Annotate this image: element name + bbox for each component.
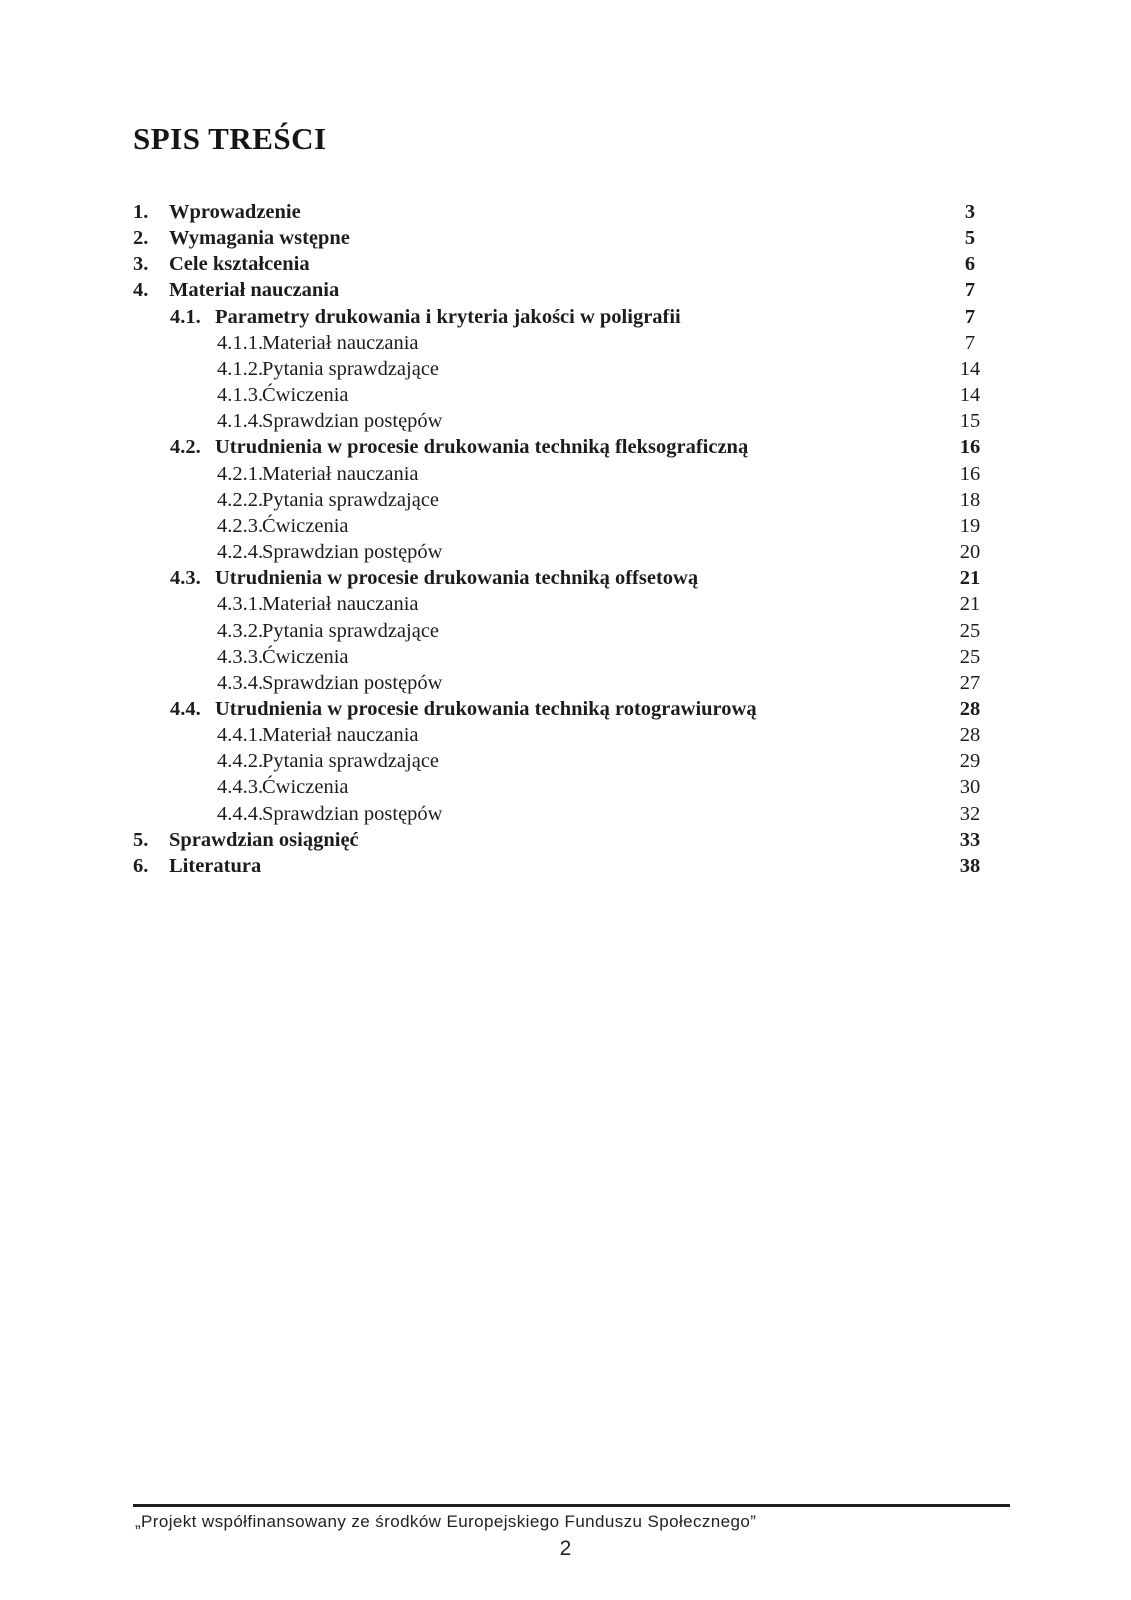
toc-entry [133, 434, 990, 460]
toc-entry-number: 5. [133, 828, 149, 851]
toc-entry-label: Sprawdzian osiągnięć [169, 828, 359, 851]
toc-entry-number: 4.2.3. [217, 514, 264, 537]
toc-entry-page: 15 [959, 410, 981, 433]
toc-entry-page: 25 [959, 645, 981, 668]
toc-entry-page: 30 [959, 776, 981, 799]
toc-entry-page: 32 [959, 802, 981, 825]
toc-entry-number: 4.3.3. [217, 645, 264, 668]
toc-entry-page: 16 [959, 462, 981, 485]
toc-entry-label: Ćwiczenia [262, 776, 349, 799]
toc-entry-number: 4.2.1. [217, 462, 264, 485]
toc-entry-number: 4. [133, 279, 149, 302]
toc-entry-label: Ćwiczenia [262, 645, 349, 668]
toc-entry-number: 4.4.4. [217, 802, 264, 825]
toc-entry [133, 461, 990, 487]
toc-entry-number: 4.3. [170, 567, 201, 590]
toc-entry-label: Sprawdzian postępów [262, 802, 443, 825]
toc-entry [133, 277, 990, 303]
toc-entry-number: 2. [133, 227, 149, 250]
toc-entry-label: Sprawdzian postępów [262, 410, 443, 433]
toc-entry-number: 6. [133, 854, 149, 877]
toc-entry-label: Wprowadzenie [169, 201, 301, 223]
footer-divider [133, 1504, 1010, 1507]
toc-entry-label: Pytania sprawdzające [262, 357, 440, 380]
toc-entry-page: 29 [959, 750, 981, 773]
toc-entry [133, 591, 990, 617]
toc-list [133, 199, 990, 879]
toc-entry-label: Sprawdzian postępów [262, 671, 443, 694]
toc-entry-label: Ćwiczenia [262, 384, 349, 407]
toc-entry-page: 16 [959, 436, 981, 459]
toc-entry [133, 827, 990, 853]
toc-entry-number: 1. [133, 201, 149, 223]
toc-entry [133, 408, 990, 434]
toc-entry-label: Cele kształcenia [169, 253, 310, 276]
toc-entry [133, 801, 990, 827]
toc-entry [133, 618, 990, 644]
toc-entry-page: 20 [959, 541, 981, 564]
toc-entry-number: 4.4.1. [217, 724, 264, 747]
toc-entry [133, 644, 990, 670]
toc-entry-number: 4.1. [170, 305, 201, 328]
toc-entry-label: Literatura [169, 854, 262, 877]
toc-entry-label: Materiał nauczania [262, 724, 419, 747]
toc-entry-page: 21 [959, 567, 981, 590]
toc-entry-number: 4.2.4. [217, 541, 264, 564]
toc-entry-page: 7 [964, 279, 976, 302]
toc-entry-number: 4.1.2. [217, 357, 264, 380]
toc-entry-page: 6 [964, 253, 976, 276]
toc-entry [133, 722, 990, 748]
toc-entry [133, 382, 990, 408]
toc-entry-number: 4.3.1. [217, 593, 264, 616]
toc-entry-number: 4.2.2. [217, 488, 264, 511]
toc-entry-label: Materiał nauczania [262, 462, 419, 485]
toc-entry-label: Wymagania wstępne [169, 227, 350, 250]
toc-entry-label: Pytania sprawdzające [262, 750, 440, 773]
page-title: SPIS TREŚCI [133, 121, 327, 156]
toc-entry-page: 7 [964, 331, 976, 354]
toc-entry-number: 4.1.1. [217, 331, 264, 354]
toc-entry-page: 33 [959, 828, 981, 851]
toc-entry-page: 28 [959, 724, 981, 747]
toc-entry [133, 670, 990, 696]
toc-entry [133, 774, 990, 800]
toc-entry-label: Sprawdzian postępów [262, 541, 443, 564]
toc-entry-label: Materiał nauczania [262, 593, 419, 616]
toc-entry-page: 3 [964, 201, 976, 223]
toc-entry [133, 539, 990, 565]
toc-entry-number: 4.4. [170, 697, 201, 720]
toc-entry [133, 487, 990, 513]
toc-entry [133, 251, 990, 277]
toc-entry [133, 696, 990, 722]
toc-entry-label: Materiał nauczania [169, 279, 340, 302]
toc-entry-number: 4.4.3. [217, 776, 264, 799]
toc-entry [133, 748, 990, 774]
toc-entry-label: Ćwiczenia [262, 514, 349, 537]
toc-entry [133, 356, 990, 382]
toc-entry [133, 225, 990, 251]
toc-entry-number: 4.1.4. [217, 410, 264, 433]
toc-entry-number: 4.2. [170, 436, 201, 459]
toc-entry-number: 4.4.2. [217, 750, 264, 773]
toc-entry-page: 38 [959, 854, 981, 877]
toc-entry-label: Pytania sprawdzające [262, 488, 440, 511]
toc-entry-page: 5 [964, 227, 976, 250]
toc-entry-page: 14 [959, 384, 981, 407]
toc-entry-number: 3. [133, 253, 149, 276]
toc-entry-page: 25 [959, 619, 981, 642]
toc-entry-label: Pytania sprawdzające [262, 619, 440, 642]
toc-entry-label: Utrudnienia w procesie drukowania techniką offsetową [215, 567, 699, 590]
toc-entry-page: 7 [964, 305, 976, 328]
toc-entry-page: 27 [959, 671, 981, 694]
toc-entry [133, 565, 990, 591]
toc-entry-label: Materiał nauczania [262, 331, 419, 354]
page-number: 2 [559, 1537, 572, 1560]
toc-entry-page: 28 [959, 697, 981, 720]
toc-entry [133, 330, 990, 356]
footer-project-note: „Projekt współfinansowany ze środków Europejskiego Funduszu Społecznego” [135, 1512, 757, 1531]
toc-entry-number: 4.3.4. [217, 671, 264, 694]
toc-entry-label: Parametry drukowania i kryteria jakości w poligrafii [215, 305, 681, 328]
toc-entry-label: Utrudnienia w procesie drukowania techniką fleksograficzną [215, 436, 749, 459]
toc-entry-label: Utrudnienia w procesie drukowania techniką rotograwiurową [215, 697, 757, 720]
toc-entry-page: 19 [959, 514, 981, 537]
toc-entry-page: 18 [959, 488, 981, 511]
toc-entry [133, 853, 990, 879]
toc-entry [133, 304, 990, 330]
toc-entry-page: 14 [959, 357, 981, 380]
toc-entry-number: 4.3.2. [217, 619, 264, 642]
toc-entry-number: 4.1.3. [217, 384, 264, 407]
toc-entry [133, 513, 990, 539]
toc-entry [133, 199, 990, 225]
toc-entry-page: 21 [959, 593, 981, 616]
